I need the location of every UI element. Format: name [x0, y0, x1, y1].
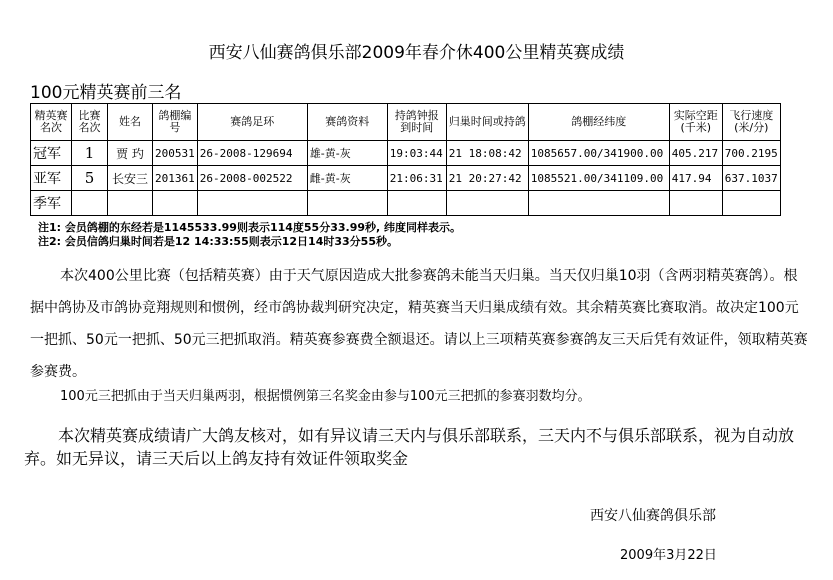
table-header-row: [31, 104, 781, 141]
table-cell: 200531: [153, 141, 198, 166]
header-cell: 归巢时间或持鸽: [446, 104, 528, 141]
table-cell: [446, 191, 528, 216]
table-row: [31, 191, 781, 216]
notice-paragraph: 本次精英赛成绩请广大鸽友核对，如有异议请三天内与俱乐部联系，三天内不与俱乐部联系，视为自动放弃。如无异议，请三天后以上鸽友持有效证件领取奖金: [24, 426, 795, 468]
table-cell: 1085521.00/341109.00: [528, 166, 669, 191]
results-table: [30, 103, 781, 216]
club-signature: 西安八仙赛鸽俱乐部: [590, 508, 716, 524]
table-cell: [307, 191, 387, 216]
header-cell: 赛鸽资料: [307, 104, 387, 141]
table-cell: [197, 191, 307, 216]
table-cell: 亚军: [31, 166, 72, 191]
header-cell: 赛鸽足环: [197, 104, 307, 141]
table-cell: 雄-黄-灰: [307, 141, 387, 166]
header-cell: 比赛名次: [72, 104, 108, 141]
table-cell: [669, 191, 722, 216]
table-cell: 21:06:31: [387, 166, 446, 191]
table-cell: [722, 191, 780, 216]
table-cell: 201361: [153, 166, 198, 191]
footnote: 注2: 会员信鸽归巢时间若是12 14:33:55则表示12日14时33分55秒。: [38, 235, 398, 248]
table-cell: [153, 191, 198, 216]
table-cell: [72, 191, 108, 216]
table-cell: 19:03:44: [387, 141, 446, 166]
header-cell: 姓名: [108, 104, 153, 141]
table-cell: 1085657.00/341900.00: [528, 141, 669, 166]
table-cell: 21 18:08:42: [446, 141, 528, 166]
table-cell: 417.94: [669, 166, 722, 191]
table-cell: 贾 玓: [108, 141, 153, 166]
prize-paragraph: 100元三把抓由于当天归巢两羽，根据惯例第三名奖金由参与100元三把抓的参赛羽数均分。: [60, 389, 591, 404]
header-cell: 鸽棚编号: [153, 104, 198, 141]
table-cell: 季军: [31, 191, 72, 216]
header-cell: 实际空距(千米): [669, 104, 722, 141]
table-cell: 长安三: [108, 166, 153, 191]
table-cell: 26-2008-129694: [197, 141, 307, 166]
footnotes: [38, 221, 461, 249]
table-row: [31, 141, 781, 166]
header-cell: 持鸽钟报到时间: [387, 104, 446, 141]
footnote: 注1: 会员鸽棚的东经若是1145533.99则表示114度55分33.99秒, 纬度同样表示。: [38, 221, 462, 234]
table-row: [31, 166, 781, 191]
table-cell: 21 20:27:42: [446, 166, 528, 191]
table-cell: [108, 191, 153, 216]
table-cell: [528, 191, 669, 216]
issue-date: 2009年3月22日: [620, 548, 717, 563]
table-cell: [387, 191, 446, 216]
page-title: 西安八仙赛鸽俱乐部2009年春介休400公里精英赛成绩: [208, 43, 625, 63]
table-cell: 405.217: [669, 141, 722, 166]
header-cell: 精英赛名次: [31, 104, 72, 141]
header-cell: 飞行速度(米/分): [722, 104, 780, 141]
header-cell: 鸽棚经纬度: [528, 104, 669, 141]
table-cell: 26-2008-002522: [197, 166, 307, 191]
table-cell: 700.2195: [722, 141, 780, 166]
table-cell: 5: [72, 166, 108, 191]
table-cell: 雌-黄-灰: [307, 166, 387, 191]
announcement-paragraph: 本次400公里比赛（包括精英赛）由于天气原因造成大批参赛鸽未能当天归巢。当天仅归巢10羽（含两羽精英赛鸽）。根据中鸽协及市鸽协竞翔规则和惯例，经市鸽协裁判研究决定，精英赛当天归巢成绩有效。其余精英赛比赛取消。故决定100元一把抓、50元一把抓、50元三把抓取消。精英赛参赛费全额退还。请以上三项精英赛参赛鸽友三天后凭有效证件，领取精英赛参赛费。: [30, 268, 808, 380]
table-cell: 1: [72, 141, 108, 166]
table-cell: 637.1037: [722, 166, 780, 191]
table-cell: 冠军: [31, 141, 72, 166]
section-heading: 100元精英赛前三名: [30, 83, 182, 103]
